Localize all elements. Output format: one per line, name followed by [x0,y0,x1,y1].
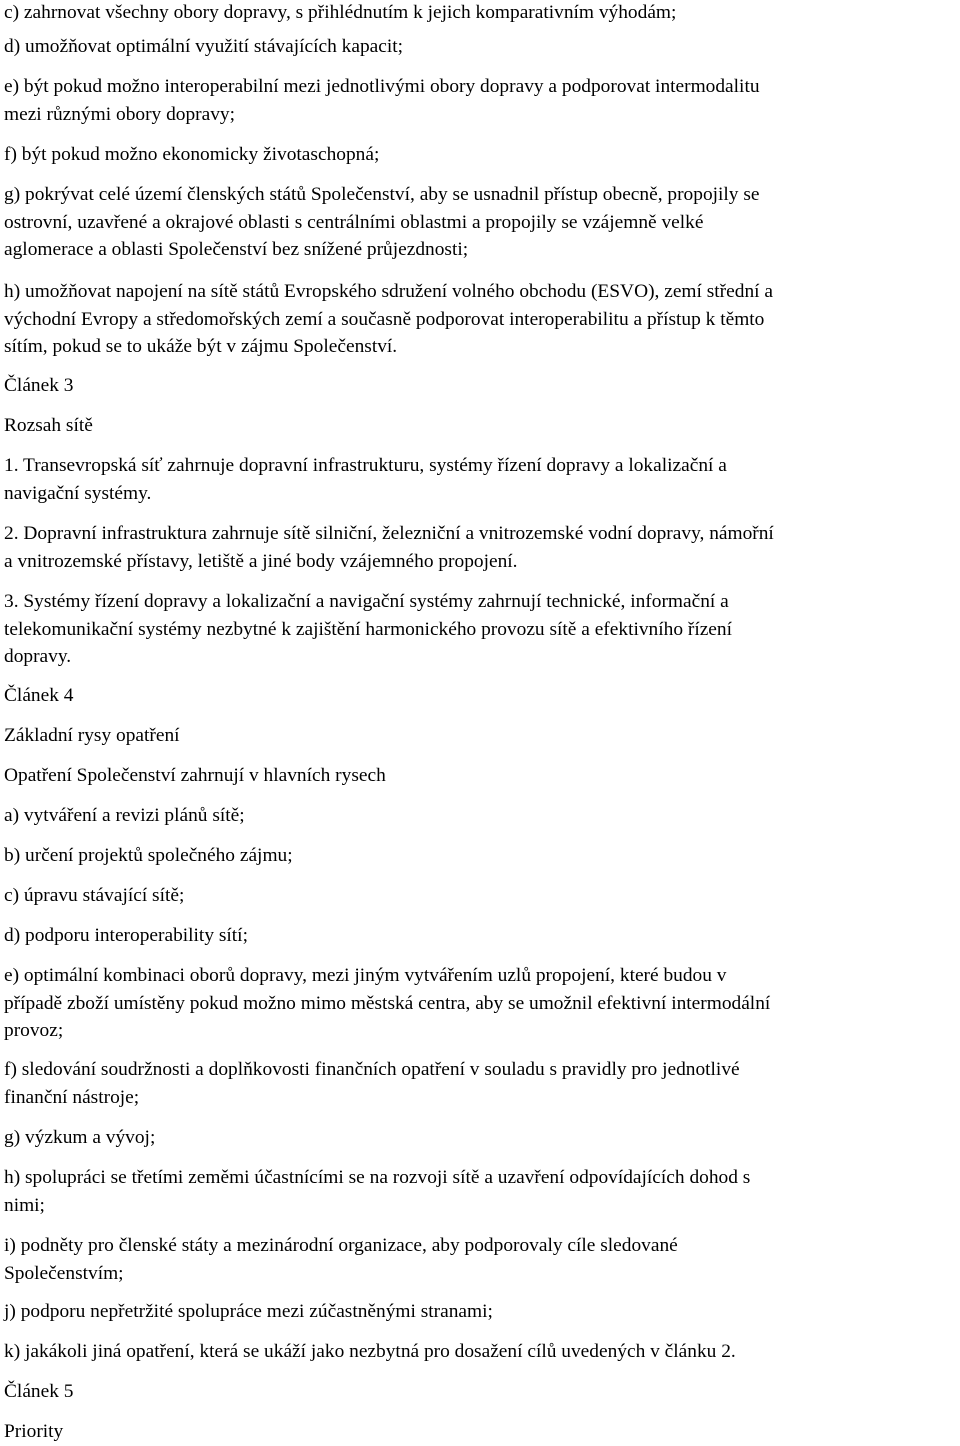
text-line: g) výzkum a vývoj; [4,1127,156,1148]
text-line: případě zboží umístěny pokud možno mimo městská centra, aby se umožnil efektivní intermodální [4,992,771,1014]
text-line: mezi různými obory dopravy; [4,103,236,125]
text-line: nimi; [4,1194,45,1216]
text-line: Článek 4 [4,685,74,706]
text-line: Článek 3 [4,375,74,396]
section-heading [4,372,73,400]
text-line: g) pokrývat celé území členských států Společenství, aby se usnadnil přístup obecně, propojily se [4,184,760,205]
paragraph [4,452,727,507]
text-line: finanční nástroje; [4,1086,140,1108]
text-line: aglomerace a oblasti Společenství bez snížené průjezdnosti; [4,239,469,260]
text-line: navigační systémy. [4,482,152,504]
text-line: Priority [4,1421,64,1442]
text-line: 1. Transevropská síť zahrnuje dopravní infrastrukturu, systémy řízení dopravy a lokalizační a [4,455,727,476]
paragraph [4,1056,740,1111]
text-line: 3. Systémy řízení dopravy a lokalizační a navigační systémy zahrnují technické, informační a [4,591,729,612]
text-line: b) určení projektů společného zájmu; [4,845,293,866]
paragraph [4,1232,678,1287]
text-line: ostrovní, uzavřené a okrajové oblasti s centrálními oblastmi a propojily se vzájemně velké [4,211,704,233]
text-line: h) spolupráci se třetími zeměmi účastnícími se na rozvoji sítě a uzavření odpovídajících dohod s [4,1167,751,1188]
paragraph [4,1338,736,1366]
paragraph [4,520,774,575]
section-heading [4,722,180,750]
section-heading [4,682,73,710]
text-line: dopravy. [4,646,72,667]
paragraph [4,922,248,950]
text-line: Rozsah sítě [4,415,93,436]
paragraph [4,802,245,830]
text-line: f) být pokud možno ekonomicky životaschopná; [4,144,380,165]
text-line: c) zahrnovat všechny obory dopravy, s přihlédnutím k jejich komparativním výhodám; [4,2,677,23]
text-line: Opatření Společenství zahrnují v hlavních rysech [4,765,386,786]
paragraph [4,762,386,790]
paragraph [4,181,760,264]
text-line: e) být pokud možno interoperabilní mezi jednotlivými obory dopravy a podporovat intermodalitu [4,76,760,97]
text-line: c) úpravu stávající sítě; [4,885,185,906]
text-line: provoz; [4,1020,64,1041]
paragraph [4,33,403,61]
paragraph [4,1298,493,1326]
text-line: j) podporu nepřetržité spolupráce mezi zúčastněnými stranami; [4,1301,493,1322]
text-line: a) vytváření a revizi plánů sítě; [4,805,245,826]
text-line: východní Evropy a středomořských zemí a současně podporovat interoperabilitu a přístup k těmto [4,308,765,330]
text-line: sítím, pokud se to ukáže být v zájmu Společenství. [4,336,398,357]
paragraph [4,73,760,128]
paragraph [4,278,773,361]
paragraph [4,588,732,671]
text-line: 2. Dopravní infrastruktura zahrnuje sítě silniční, železniční a vnitrozemské vodní dopravy, námořní [4,523,774,544]
text-line: h) umožňovat napojení na sítě států Evropského sdružení volného obchodu (ESVO), zemí střední a [4,281,773,302]
paragraph [4,962,770,1045]
paragraph [4,141,379,169]
section-heading [4,1418,63,1446]
paragraph [4,0,676,27]
paragraph [4,1124,155,1152]
text-line: e) optimální kombinaci oborů dopravy, mezi jiným vytvářením uzlů propojení, které budou v [4,965,727,986]
paragraph [4,882,184,910]
text-line: Společenstvím; [4,1262,124,1284]
text-line: d) podporu interoperability sítí; [4,925,248,946]
text-line: d) umožňovat optimální využití stávajících kapacit; [4,36,404,57]
text-line: Článek 5 [4,1381,74,1402]
text-line: i) podněty pro členské státy a mezinárodní organizace, aby podporovaly cíle sledované [4,1235,678,1256]
paragraph [4,842,293,870]
paragraph [4,1164,750,1219]
text-line: telekomunikační systémy nezbytné k zajištění harmonického provozu sítě a efektivního řízení [4,618,733,640]
text-line: f) sledování soudržnosti a doplňkovosti finančních opatření v souladu s pravidly pro jednotlivé [4,1059,740,1080]
text-line: Základní rysy opatření [4,725,180,746]
text-line: a vnitrozemské přístavy, letiště a jiné body vzájemného propojení. [4,550,518,572]
section-heading [4,1378,73,1406]
section-heading [4,412,93,440]
text-line: k) jakákoli jiná opatření, která se ukáží jako nezbytná pro dosažení cílů uvedených v článku 2. [4,1341,736,1362]
